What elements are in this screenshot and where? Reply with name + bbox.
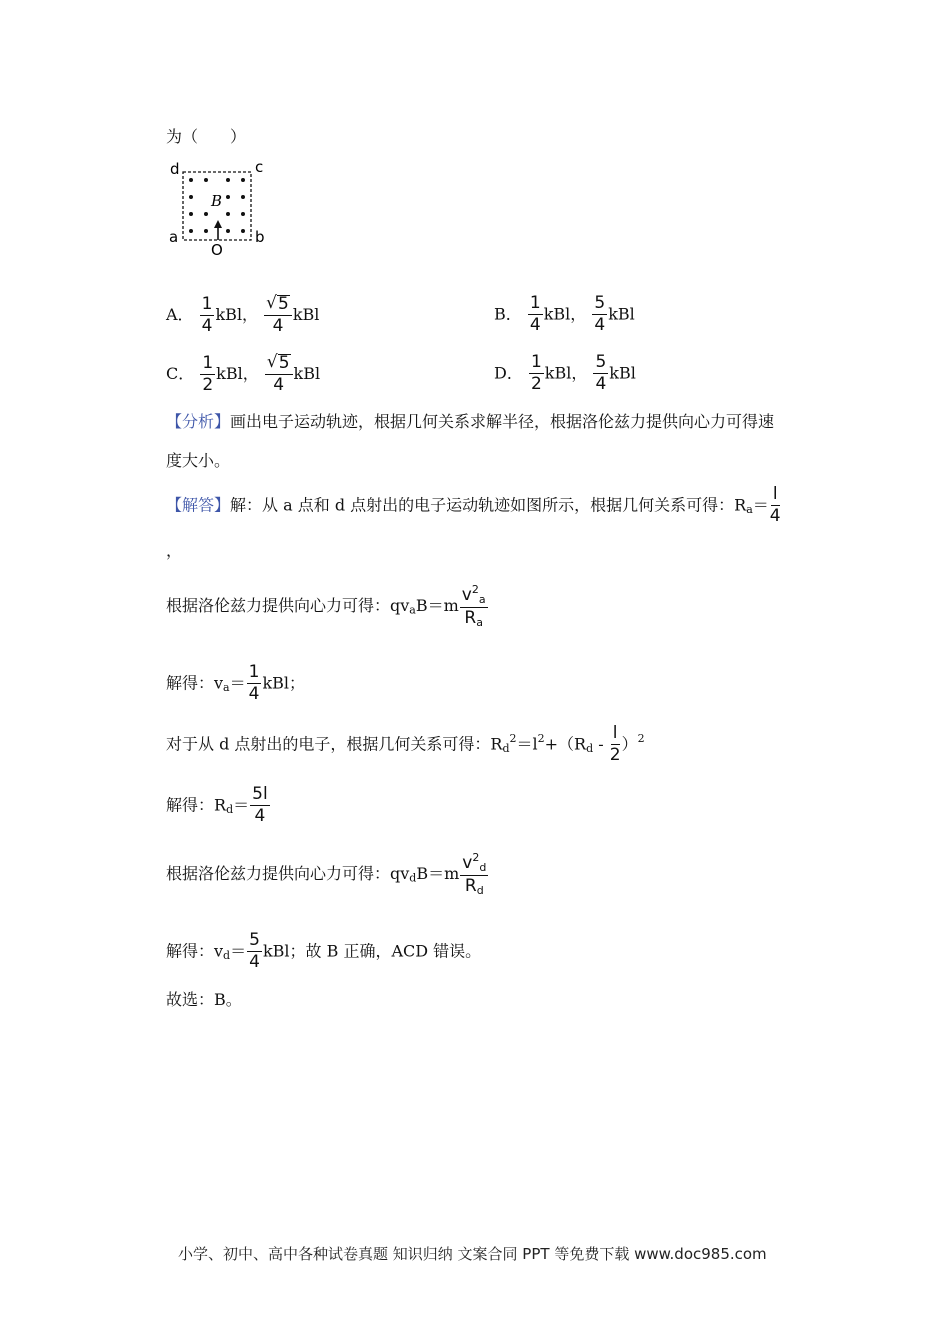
- answer-line-4: 对于从 d 点射出的电子，根据几何关系可得：$R_d^2=l^2+(R_d$ - $\frac{l}{2}$ ）$^2$: [166, 723, 645, 765]
- corner-label-d: d: [170, 160, 180, 178]
- option-a[interactable]: A． $\frac{1}{4}$ kBl， √ 5 4 kBl: [166, 293, 320, 336]
- analysis-line-2: 度大小。: [166, 451, 231, 470]
- fraction: $\frac{1}{4}$: [248, 662, 260, 704]
- fraction: $\frac{l}{4}$: [769, 484, 781, 526]
- fraction: $\frac{1}{4}$: [529, 293, 541, 335]
- fraction: $\frac{5}{4}$: [249, 930, 260, 972]
- fraction: $\frac{5}{4}$: [594, 293, 606, 335]
- option-d[interactable]: D． $\frac{1}{2}$ kBl， $\frac{5}{4}$ kBl: [494, 352, 636, 394]
- magnetic-field-figure: [164, 158, 274, 258]
- answer-line-2: 根据洛伦兹力提供向心力可得：$qv_aB=m$ $\frac{v^2_a}{R_a}$: [166, 583, 486, 629]
- answer-line-7: 解得：$v_d=$ $\frac{5}{4}$ kBl；故 B 正确，ACD 错误。: [166, 930, 482, 972]
- option-b[interactable]: B． $\frac{1}{4}$ kBl， $\frac{5}{4}$ kBl: [494, 293, 635, 335]
- analysis-tag: 【分析】: [166, 412, 231, 431]
- fraction: √ 5 4: [264, 295, 292, 335]
- corner-label-a: a: [169, 228, 179, 246]
- fraction: $\frac{v^2_a}{R_a}$: [461, 583, 486, 629]
- answer-line-1: 【解答】解：从 a 点和 d 点射出的电子运动轨迹如图所示，根据几何关系可得：$R_a=$ $\frac{l}{4}$: [166, 484, 781, 526]
- answer-line-6: 根据洛伦兹力提供向心力可得：$qv_dB=m$ $\frac{v^2_d}{R_d}$: [166, 851, 487, 897]
- fraction: √ 5 4: [265, 354, 293, 394]
- answer-tag: 【解答】: [166, 495, 231, 515]
- answer-line-8: 故选：B。: [166, 990, 242, 1009]
- answer-line-5: 解得：$R_d=$ $\frac{5l}{4}$: [166, 784, 268, 826]
- corner-label-c: c: [255, 158, 264, 176]
- option-c[interactable]: C． $\frac{1}{2}$ kBl， √ 5 4 kBl: [166, 352, 321, 395]
- question-tail: 为（ ）: [166, 127, 247, 146]
- fraction: $\frac{5}{4}$: [595, 352, 607, 394]
- origin-label-O: O: [211, 241, 223, 258]
- answer-comma: ，: [166, 541, 183, 560]
- fraction: $\frac{1}{2}$: [202, 352, 214, 395]
- analysis-line-1: 【分析】画出电子运动轨迹，根据几何关系求解半径，根据洛伦兹力提供向心力可得速: [166, 412, 775, 431]
- page-footer: 小学、初中、高中各种试卷真题 知识归纳 文案合同 PPT 等免费下载 www.doc985.com: [178, 1245, 767, 1263]
- answer-line-3: 解得：$v_a=$ $\frac{1}{4}$ kBl；: [166, 662, 306, 704]
- fraction: $\frac{1}{4}$: [201, 293, 213, 336]
- corner-label-b: b: [255, 228, 265, 246]
- fraction: $\frac{5l}{4}$: [252, 784, 268, 826]
- fraction: $\frac{v^2_d}{R_d}$: [462, 851, 487, 897]
- field-label-B: B: [211, 192, 223, 210]
- arrow-head-icon: [214, 220, 222, 228]
- fraction: $\frac{1}{2}$: [530, 352, 542, 394]
- fraction: $\frac{l}{2}$: [609, 723, 621, 765]
